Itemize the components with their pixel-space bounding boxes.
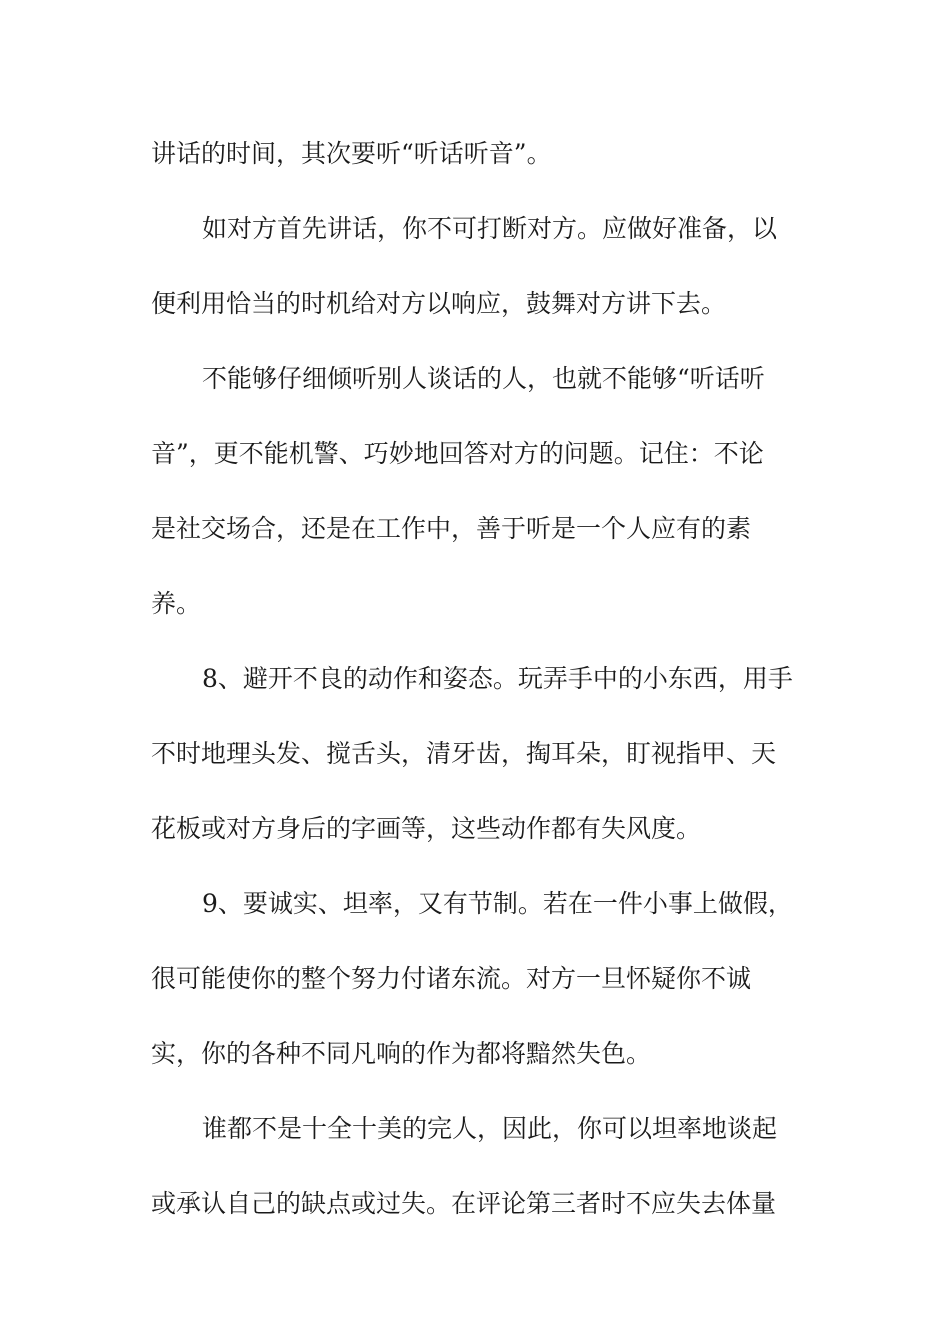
line-text: 是社交场合，还是在工作中，善于听是一个人应有的素 (151, 514, 752, 543)
line-text: 谁都不是十全十美的完人，因此，你可以坦率地谈起 (202, 1114, 778, 1143)
text-line (0, 586, 950, 622)
text-line (0, 286, 950, 322)
line-text: 花板或对方身后的字画等，这些动作都有失风度。 (151, 814, 702, 843)
line-text: 不能够仔细倾听别人谈话的人，也就不能够“听话听 (202, 364, 765, 393)
text-line (0, 136, 950, 172)
line-text: 养。 (151, 589, 202, 618)
text-line (0, 361, 950, 397)
text-line (0, 1186, 950, 1222)
text-line (0, 661, 950, 697)
line-text: 便利用恰当的时机给对方以响应，鼓舞对方讲下去。 (151, 289, 727, 318)
text-line (0, 211, 950, 247)
text-line (0, 1036, 950, 1072)
line-text: 音”，更不能机警、巧妙地回答对方的问题。记住：不论 (151, 439, 764, 468)
text-line (0, 736, 950, 772)
line-text: 讲话的时间，其次要听“听话听音”。 (151, 139, 552, 168)
text-line (0, 961, 950, 997)
text-line (0, 511, 950, 547)
text-line (0, 811, 950, 847)
line-text: 如对方首先讲话，你不可打断对方。应做好准备，以 (202, 214, 778, 243)
line-text: 或承认自己的缺点或过失。在评论第三者时不应失去体量 (151, 1189, 777, 1218)
line-text: 9、要诚实、坦率，又有节制。若在一件小事上做假， (202, 889, 793, 918)
line-text: 8、避开不良的动作和姿态。玩弄手中的小东西，用手 (202, 664, 793, 693)
line-text: 实，你的各种不同凡响的作为都将黯然失色。 (151, 1039, 652, 1068)
line-text: 很可能使你的整个努力付诸东流。对方一旦怀疑你不诚 (151, 964, 752, 993)
text-line (0, 886, 950, 922)
line-text: 不时地理头发、搅舌头，清牙齿，掏耳朵，盯视指甲、天 (151, 739, 777, 768)
text-line (0, 436, 950, 472)
text-line (0, 1111, 950, 1147)
